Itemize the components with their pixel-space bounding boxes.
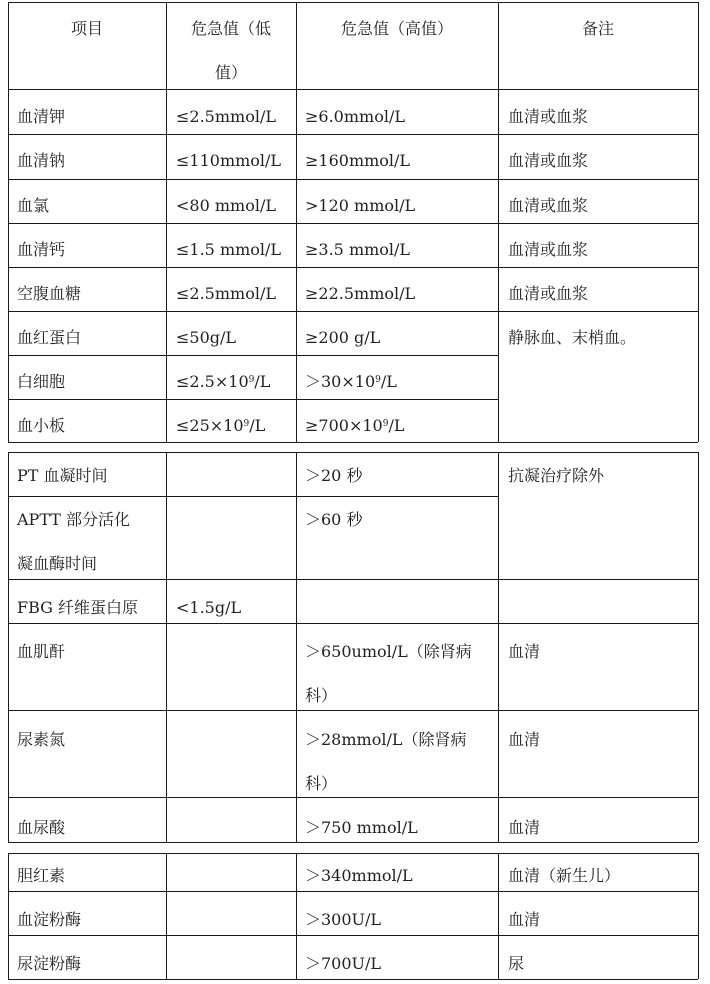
row-item: 空腹血糖 [17,284,82,303]
row-high: >120 mmol/L [305,196,416,215]
row-low: ≤1.5 mmol/L [176,240,282,259]
row-low: ≤50g/L [176,328,237,347]
row-high: ≥160mmol/L [305,151,411,170]
row-low: <1.5g/L [176,598,242,617]
row-note: 血清或血浆 [508,240,589,259]
row-high: ≥6.0mmol/L [305,107,405,126]
row-item: 血红蛋白 [17,328,82,347]
row-high: ＞700U/L [305,954,382,973]
row-low: $\le 2.5\times 10^9/L$ [176,372,271,391]
row-note: 尿 [508,954,525,973]
row-note: 血清（新生儿） [508,866,621,885]
row-item: 尿淀粉酶 [17,954,82,973]
header-low-line2: 值） [214,63,247,82]
row-high: ≥3.5 mmol/L [305,240,411,259]
row-note: 血清 [508,730,541,749]
row-note: 抗凝治疗除外 [508,466,605,485]
row-item: 血氯 [17,196,50,215]
row-item: 尿素氮 [17,730,66,749]
row-item: 血肌酐 [17,642,66,661]
row-note: 血清 [508,818,541,837]
row-high: ＞20 秒 [305,466,363,485]
row-low: <80 mmol/L [176,196,276,215]
row-high-line2: 科） [305,686,338,705]
row-high-line1: ＞28mmol/L（除肾病 [305,730,467,749]
row-low: ≤110mmol/L [176,151,282,170]
header-low-line1: 危急值（低 [190,19,271,38]
row-item: 血清钙 [17,240,66,259]
row-high: ≥22.5mmol/L [305,284,416,303]
row-high: ＞300U/L [305,910,382,929]
row-item: 血小板 [17,416,66,435]
row-item-line2: 凝血酶时间 [17,554,98,573]
row-item: 血清钠 [17,151,66,170]
row-low: $\le 25\times 10^9/L$ [176,416,266,435]
row-note: 血清或血浆 [508,284,589,303]
row-item: 血尿酸 [17,818,66,837]
row-item: FBG 纤维蛋白原 [17,598,139,617]
row-note: 静脉血、末梢血。 [508,328,637,347]
row-item: 胆红素 [17,866,66,885]
row-item-line1: APTT 部分活化 [17,510,131,529]
row-note: 血清或血浆 [508,107,589,126]
row-note: 血清 [508,910,541,929]
row-high-line2: 科） [305,774,338,793]
row-low: ≤2.5mmol/L [176,284,276,303]
row-high: ＞340mmol/L [305,866,413,885]
row-high: ≥200 g/L [305,328,381,347]
row-item: 白细胞 [17,372,66,391]
row-item: 血淀粉酶 [17,910,82,929]
row-item: 血清钾 [17,107,66,126]
row-note: 血清或血浆 [508,196,589,215]
header-high: 危急值（高值） [340,19,453,38]
row-high: ＞750 mmol/L [305,818,418,837]
row-note: 血清或血浆 [508,151,589,170]
row-high: $>30\times 10^9/L$ [305,372,397,391]
row-note: 血清 [508,642,541,661]
header-note: 备注 [581,19,614,38]
row-item: PT 血凝时间 [17,466,108,485]
row-high: $\ge 700\times 10^9/L$ [305,416,405,435]
row-high: ＞60 秒 [305,510,363,529]
row-high-line1: ＞650umol/L（除肾病 [305,642,472,661]
row-low: ≤2.5mmol/L [176,107,276,126]
header-item: 项目 [70,19,103,38]
